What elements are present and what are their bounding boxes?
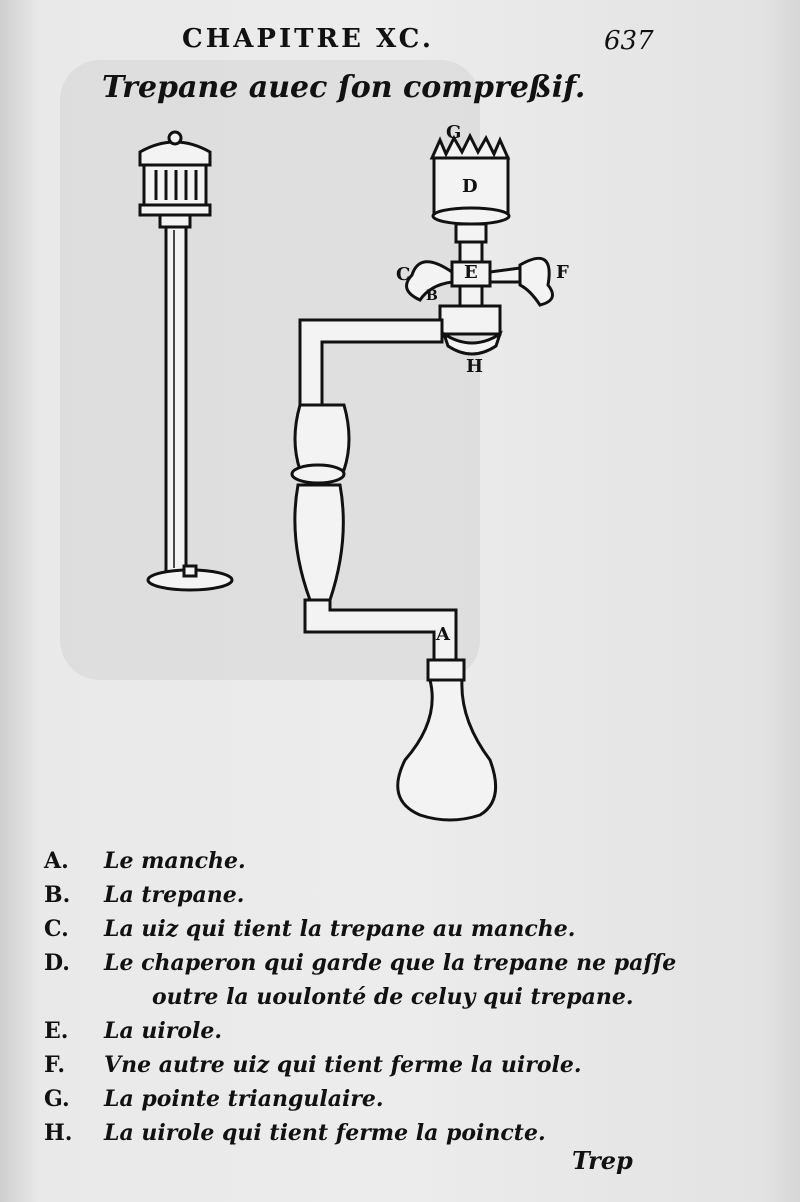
- legend-text: La trepane.: [104, 882, 245, 908]
- legend-letter: D.: [44, 950, 70, 976]
- legend-letter: E.: [44, 1018, 69, 1044]
- trepan-brace: [292, 136, 553, 820]
- figure-label-f: F: [556, 262, 569, 283]
- figure-label-e: E: [464, 262, 478, 283]
- figure-label-g: G: [446, 122, 462, 143]
- legend-letter: C.: [44, 916, 69, 942]
- page-number: 637: [604, 26, 654, 56]
- figure-label-h: H: [466, 356, 484, 377]
- legend-text: Le manche.: [104, 848, 246, 874]
- legend-letter: G.: [44, 1086, 70, 1112]
- figure-label-d: D: [462, 176, 478, 197]
- figure-label-c: C: [396, 264, 411, 285]
- legend-letter: H.: [44, 1120, 73, 1146]
- compressor-rod: [140, 132, 232, 590]
- legend-text: Le chaperon qui garde que la trepane ne paſſe: [104, 950, 677, 976]
- figure-label-a: A: [436, 624, 450, 645]
- figure-label-b: B: [426, 288, 438, 304]
- legend-letter: A.: [44, 848, 69, 874]
- legend-text: La pointe triangulaire.: [104, 1086, 384, 1112]
- legend-text: Vne autre uiz qui tient ferme la uirole.: [104, 1052, 582, 1078]
- legend-letter: B.: [44, 882, 71, 908]
- legend-letter: F.: [44, 1052, 66, 1078]
- legend-text: outre la uoulonté de celuy qui trepane.: [152, 984, 634, 1010]
- plate-title: Trepane auec ſon compreßif.: [102, 70, 586, 105]
- chapter-heading: CHAPITRE XC.: [182, 24, 434, 54]
- legend-text: La uiz qui tient la trepane au manche.: [104, 916, 576, 942]
- legend-text: La uirole qui tient ferme la poincte.: [104, 1120, 546, 1146]
- catchword: Trep: [572, 1146, 633, 1175]
- legend-text: La uirole.: [104, 1018, 223, 1044]
